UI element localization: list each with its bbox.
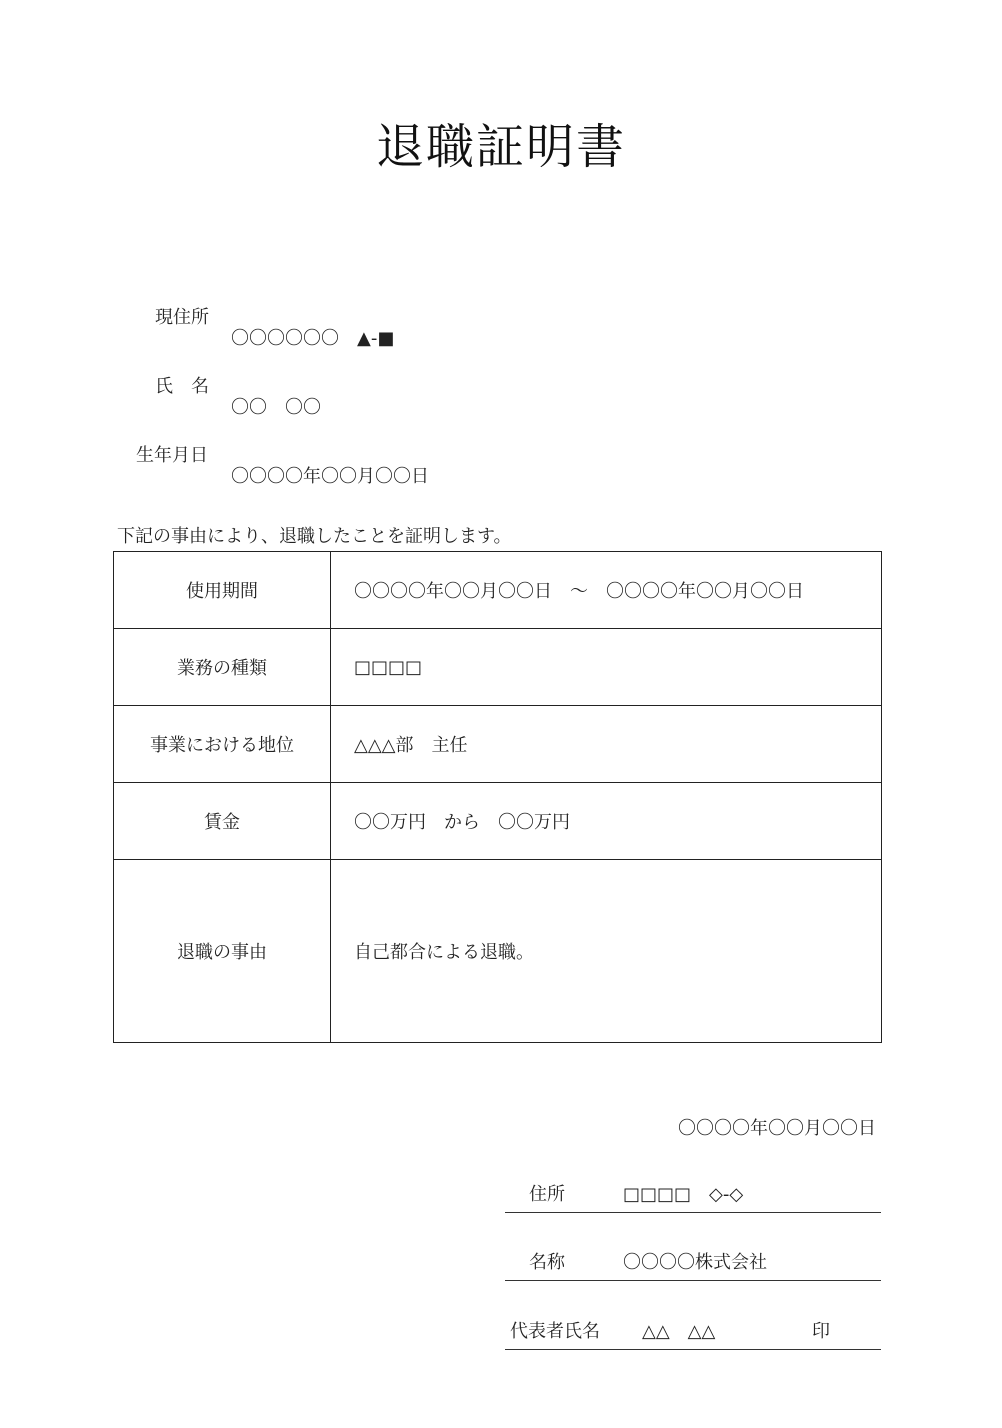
job-type-label: 業務の種類 xyxy=(114,629,331,706)
position-label: 事業における地位 xyxy=(114,706,331,783)
issuer-representative-row xyxy=(505,1313,881,1350)
position-value: △△△部 主任 xyxy=(331,706,882,783)
table-row xyxy=(114,706,882,783)
retirement-reason-label: 退職の事由 xyxy=(114,860,331,1043)
table-row xyxy=(114,552,882,629)
issuer-address-label: 住所 xyxy=(529,1184,565,1205)
document-title: 退職証明書 xyxy=(375,119,626,175)
name-row xyxy=(0,351,1002,418)
issuer-company-row xyxy=(505,1244,881,1281)
issuer-company-value: 〇〇〇〇株式会社 xyxy=(623,1252,767,1273)
issuer-address-value: □□□□ ◇-◇ xyxy=(623,1184,744,1205)
employment-period-value: 〇〇〇〇年〇〇月〇〇日 ～ 〇〇〇〇年〇〇月〇〇日 xyxy=(331,552,882,629)
job-type-value: □□□□ xyxy=(331,629,882,706)
birthdate-label: 生年月日 xyxy=(136,445,208,466)
wage-value: 〇〇万円 から 〇〇万円 xyxy=(331,783,882,860)
seal-mark: 印 xyxy=(812,1321,830,1342)
name-label: 氏 名 xyxy=(155,376,209,397)
address-label: 現住所 xyxy=(155,307,209,328)
table-row xyxy=(114,629,882,706)
issuer-address-row xyxy=(505,1176,881,1213)
address-row xyxy=(0,282,1002,349)
issue-date: 〇〇〇〇年〇〇月〇〇日 xyxy=(678,1118,876,1139)
certification-statement: 下記の事由により、退職したことを証明します。 xyxy=(117,526,512,547)
name-value: 〇〇 〇〇 xyxy=(231,397,321,418)
birthdate-value: 〇〇〇〇年〇〇月〇〇日 xyxy=(231,466,429,487)
address-value: 〇〇〇〇〇〇 ▲-■ xyxy=(231,328,395,349)
wage-label: 賃金 xyxy=(114,783,331,860)
retirement-reason-value: 自己都合による退職。 xyxy=(331,860,882,1043)
table-row xyxy=(114,783,882,860)
employment-period-label: 使用期間 xyxy=(114,552,331,629)
representative-value: △△ △△ xyxy=(642,1321,716,1342)
issuer-company-label: 名称 xyxy=(529,1252,565,1273)
birthdate-row xyxy=(0,420,1002,487)
table-row xyxy=(114,860,882,1043)
details-table xyxy=(113,551,882,1043)
representative-label: 代表者氏名 xyxy=(510,1321,600,1342)
